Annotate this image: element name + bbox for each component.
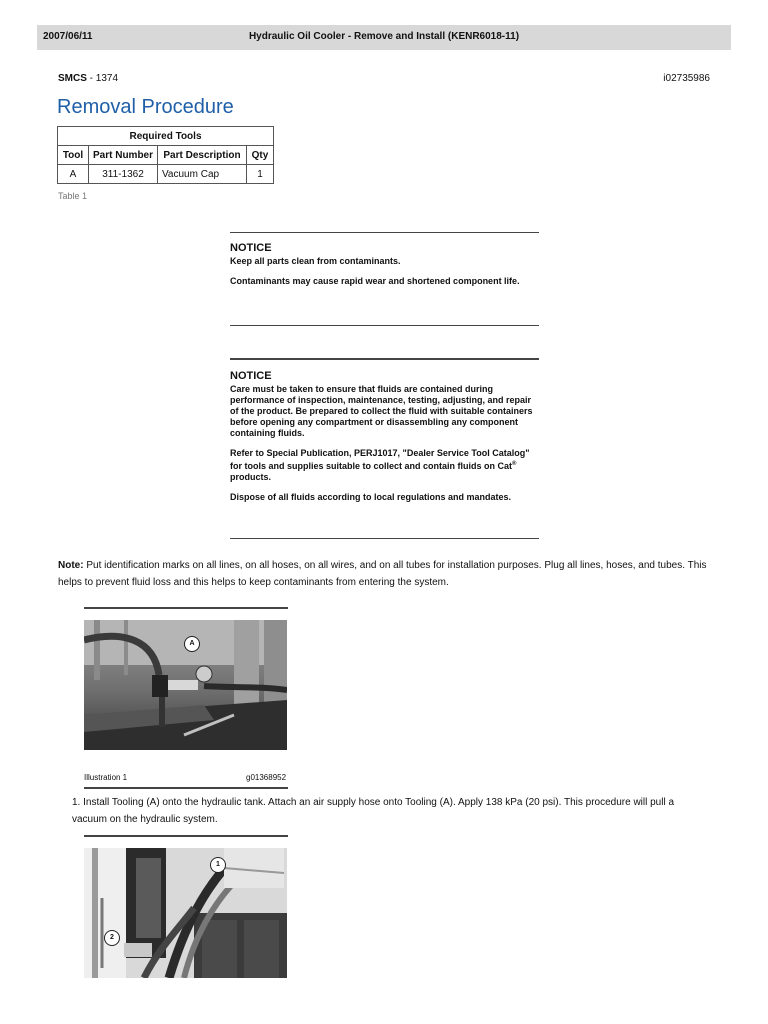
document-id: i02735986 bbox=[663, 73, 710, 84]
smcs-separator: - bbox=[86, 73, 96, 84]
document-header-bar bbox=[37, 25, 731, 50]
notice-text: Contaminants may cause rapid wear and shortened component life. bbox=[230, 276, 520, 286]
note-label: Note: bbox=[58, 560, 84, 571]
header-title: Hydraulic Oil Cooler - Remove and Install (KENR6018-11) bbox=[248, 31, 520, 42]
step-text: Install Tooling (A) onto the hydraulic tank. Attach an air supply hose onto Tooling (A). Apply 138 kPa (20 psi). This procedure will pull a vacuum on the hydraulic system. bbox=[72, 797, 675, 825]
illustration-rule-top bbox=[84, 835, 288, 837]
notice-contaminants bbox=[230, 232, 539, 296]
notice-text: Dispose of all fluids according to local regulations and mandates. bbox=[230, 492, 512, 502]
tools-header-tool: Tool bbox=[58, 146, 89, 165]
notice-text-part: Refer to Special Publication, PERJ1017, "Dealer Service Tool Catalog" for tools and supplies suitable to collect and contain fluids on Cat bbox=[230, 448, 530, 471]
notice-heading: NOTICE bbox=[230, 242, 272, 254]
page-title: Removal Procedure bbox=[57, 96, 234, 118]
table-row bbox=[58, 165, 274, 184]
header-date: 2007/06/11 bbox=[43, 31, 93, 42]
tools-table-title: Required Tools bbox=[58, 127, 274, 146]
illustration-rule-bottom bbox=[84, 787, 288, 789]
notice-text-part: products. bbox=[230, 472, 272, 482]
illustration-1-photo bbox=[84, 620, 287, 750]
step-number: 1. bbox=[72, 797, 81, 808]
notice-heading: NOTICE bbox=[230, 370, 272, 382]
procedure-step-1 bbox=[72, 794, 702, 828]
note-paragraph bbox=[58, 557, 718, 591]
smcs-code bbox=[58, 73, 118, 84]
notice-rule-top bbox=[230, 232, 539, 233]
notice-text bbox=[230, 448, 539, 483]
oil-cooler-lines-image bbox=[84, 848, 287, 978]
smcs-value: 1374 bbox=[95, 73, 119, 84]
tools-header-part-description: Part Description bbox=[158, 146, 247, 165]
table-caption: Table 1 bbox=[58, 191, 88, 201]
notice-fluids bbox=[230, 358, 539, 512]
tools-cell-part-number: 311-1362 bbox=[89, 165, 158, 184]
notice-rule-bottom bbox=[230, 538, 539, 539]
notice-text: Care must be taken to ensure that fluids are contained during performance of inspection, maintenance, testing, adjusting, and repair of the product. Be prepared to collect the fluid with suitable containers before opening any compartment or disassembling any component containing fluids. bbox=[230, 384, 533, 438]
illustration-reference: g01368952 bbox=[246, 773, 287, 782]
notice-rule-bottom bbox=[230, 325, 539, 326]
callout-1: 1 bbox=[210, 857, 226, 873]
smcs-label: SMCS bbox=[58, 73, 87, 84]
registered-mark: ® bbox=[512, 461, 517, 467]
notice-rule-top bbox=[230, 358, 539, 360]
required-tools-table bbox=[57, 126, 274, 184]
tools-cell-qty: 1 bbox=[247, 165, 274, 184]
tools-cell-part-description: Vacuum Cap bbox=[158, 165, 247, 184]
tools-cell-tool: A bbox=[58, 165, 89, 184]
illustration-2-photo bbox=[84, 848, 287, 978]
callout-a: A bbox=[184, 636, 200, 652]
notice-text: Keep all parts clean from contaminants. bbox=[230, 256, 401, 266]
note-text: Put identification marks on all lines, on all hoses, on all wires, and on all tubes for installation purposes. Plug all lines, hoses, and tubes. This helps to prevent fluid loss and this helps to keep contaminants from entering the system. bbox=[58, 560, 707, 588]
illustration-caption: Illustration 1 bbox=[84, 773, 128, 782]
tools-header-part-number: Part Number bbox=[89, 146, 158, 165]
callout-2: 2 bbox=[104, 930, 120, 946]
tools-header-qty: Qty bbox=[247, 146, 274, 165]
illustration-rule-top bbox=[84, 607, 288, 609]
